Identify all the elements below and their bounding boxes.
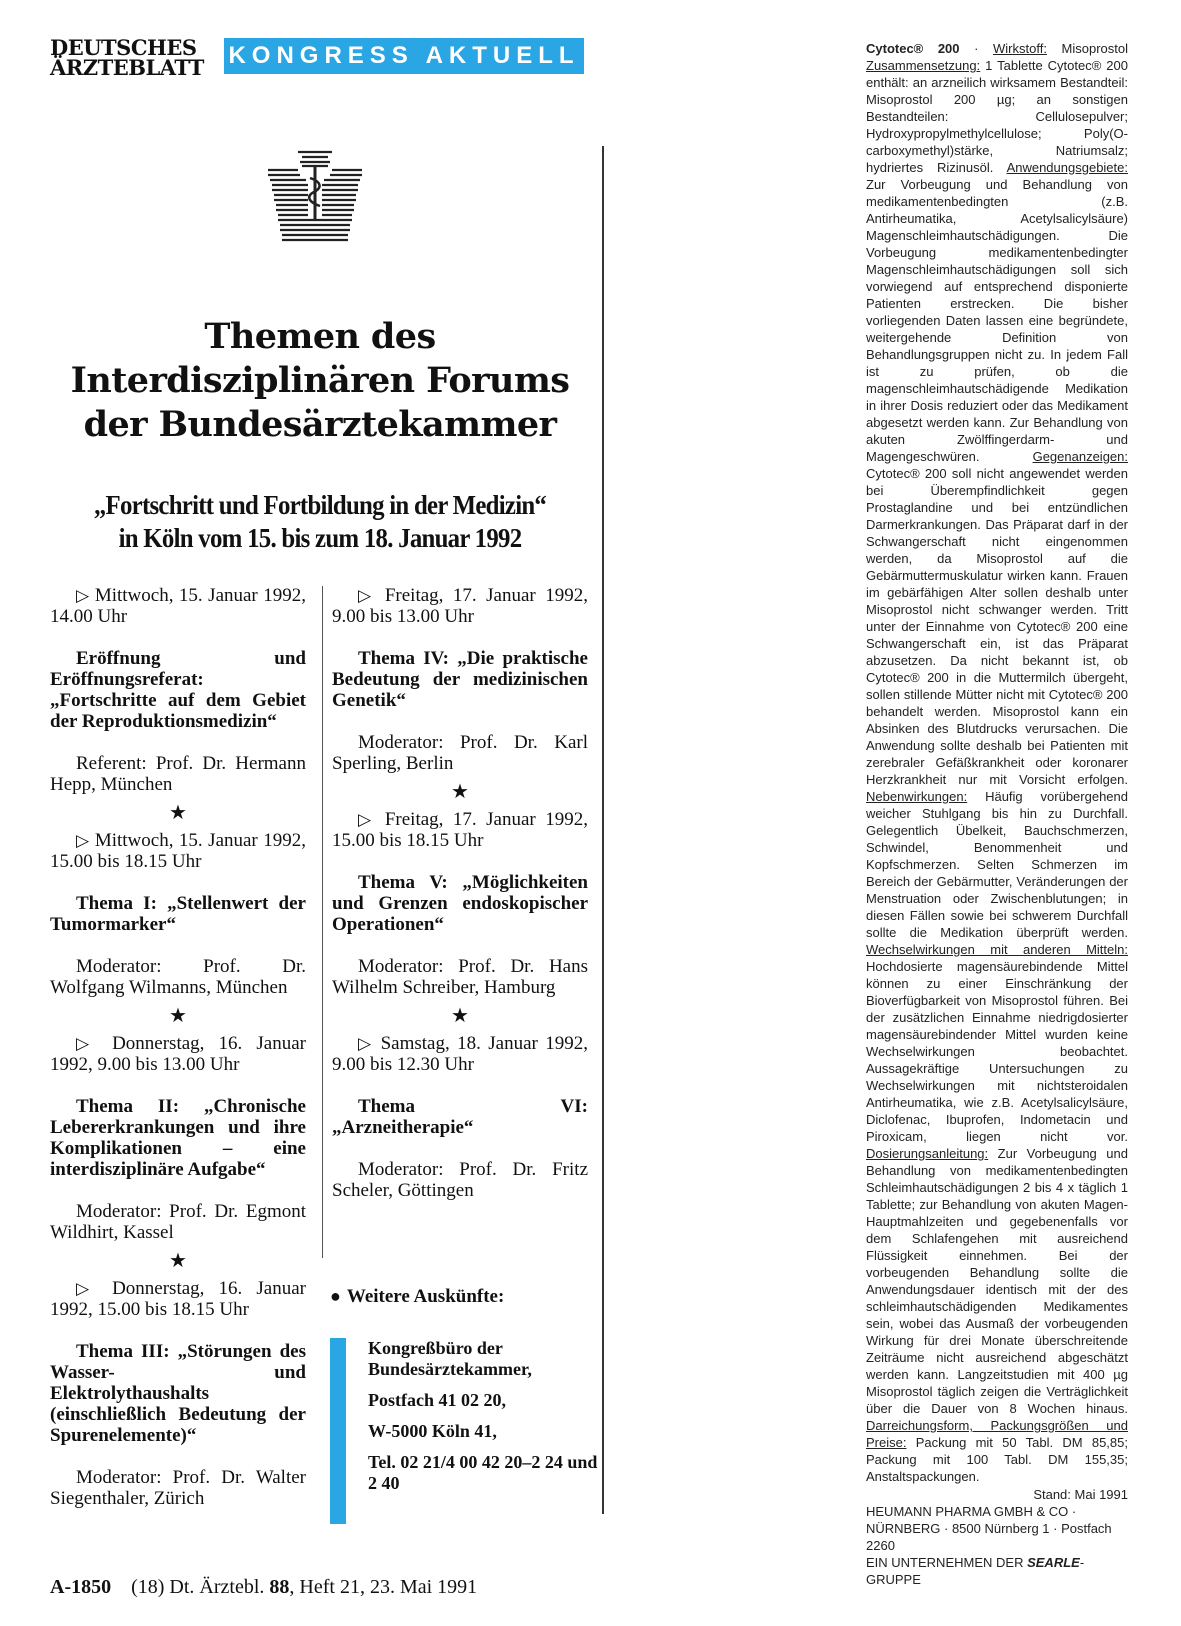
column-rule [602,146,604,1514]
session-date: ▷ Donnerstag, 16. Januar 1992, 9.00 bis 13.00 Uhr [50,1033,306,1075]
session-moderator: Moderator: Prof. Dr. Egmont Wildhirt, Kassel [50,1201,306,1243]
title-line-1: Themen des [204,316,436,357]
session-speaker: Referent: Prof. Dr. Hermann Hepp, München [50,753,306,795]
session-topic: Thema II: „Chronische Lebererkrankungen und ihre Komplikationen – eine interdisziplinäre Aufgabe“ [50,1096,306,1180]
section-title: KONGRESS AKTUELL [228,42,580,69]
session-topic: Thema III: „Störungen des Wasser- und Elektrolythaushalts (einschließlich Bedeutung der Spurenelemente)“ [50,1341,306,1446]
session-moderator: Moderator: Prof. Dr. Wolfgang Wilmanns, München [50,956,306,998]
issue-suffix: , Heft 21, 23. Mai 1991 [289,1576,478,1598]
journal-logo [50,35,220,80]
subtitle-line-1: „Fortschritt und Fortbildung in der Medizin“ [93,490,547,520]
session-topic: Eröffnung und Eröffnungsreferat: „Fortschritte auf dem Gebiet der Reproduktionsmedizin“ [50,648,306,732]
logo-line-2: ÄRZTEBLATT [50,55,204,80]
text-anwendungsgebiete: Zur Vorbeugung und Behandlung von medikamentenbedingten (z.B. Antirheumatika, Acetylsalicylsäure) Magenschleimhautschädigungen. Die Vorbeugung medikamentenbedingter Magenschleimhautschädigungen soll sich vorwiegend auf entsprechend disponierte Patienten erstrecken. Die bisher vorliegenden Daten lassen eine begründete, weitergehende Definition von Behandlungsgruppen nicht zu. In jedem Fall ist zu prüfen, ob die magenschleimhautschädigende Medikation in ihrer Dosis reduziert oder das Medikament abgesetzt werden kann. Zur Behandlung von akuten Zwölffingerdarm- und Magengeschwüren. [866,177,1128,464]
text-dosierung: Zur Vorbeugung und Behandlung von medikamentenbedingten Schleimhautschädigungen 2 bis 4 x täglich 1 Tablette; zur Behandlung von akuten Magen- Hauptmahlzeiten und gegebenenfalls vor dem Schlafengehen mit ausreichend Flüssigkeit einnehmen. Bei der vorbeugenden Behandlung sollte die Anwendungsdauer identisch mit der des schleimhautschädigenden Medikamentes sein, wobei das Ausmaß der vorbeugenden Wirkung für drei Monate überschreitende Zeiträume nicht ausreichend abgeschätzt werden kann. Langzeitstudien mit 400 µg Misoprostol täglich zeigen die Verträglichkeit über die Dauer von 8 Wochen hinaus. [866,1146,1128,1416]
page-footer [50,1576,610,1598]
heading-wechselwirkungen: Wechselwirkungen mit anderen Mitteln: [866,942,1128,957]
contact-accent-bar [330,1338,346,1524]
searle-logo: SEARLE [1027,1555,1080,1570]
session-topic: Thema V: „Möglichkeiten und Grenzen endoskopischer Operationen“ [332,872,588,935]
session-topic: Thema I: „Stellenwert der Tumormarker“ [50,893,306,935]
session-date: ▷ Donnerstag, 16. Januar 1992, 15.00 bis 18.15 Uhr [50,1278,306,1320]
page-number: A-1850 [50,1576,112,1598]
heading-gegenanzeigen: Gegenanzeigen: [1032,449,1128,464]
text-gegenanzeigen: Cytotec® 200 soll nicht angewendet werden bei Überempfindlichkeit gegen Prostaglandine und bei entzündlichen Darmerkrankungen. Das Präparat darf in der Schwangerschaft nicht eingenommen werden, da Misoprostol auf die Gebärmuttermuskulatur wirken kann. Frauen im gebärfähigen Alter sollen deshalb unter Misoprostol nicht schwanger werden. Tritt unter der Einnahme von Cytotec® 200 eine Schwangerschaft ein, ist das Präparat abzusetzen. Da nicht bekannt ist, ob Cytotec® 200 in die Muttermilch übergeht, sollen stillende Mütter nicht mit Cytotec® 200 behandelt werden. Misoprostol kann ein Absinken des Blutdrucks verursachen. Die Anwendung sollte deshalb bei Patienten mit zerebraler Gefäßkrankheit oder koronarer Herzkrankheit nur mit Vorsicht erfolgen. [866,466,1128,787]
text-darreichungsform: Packung mit 50 Tabl. DM 85,85; Packung mit 100 Tabl. DM 155,35; Anstaltspackungen. [866,1435,1128,1484]
column-rule-inner [322,586,323,1258]
contact-phone: Tel. 02 21/4 00 42 20–2 24 und 2 40 [368,1452,598,1493]
product-name: Cytotec® 200 [866,41,960,56]
text-zusammensetzung: 1 Tablette Cytotec® 200 enthält: an arzneilich wirksamem Bestandteil: Misoprostol 200 µg; an sonstigen Bestandteilen: Cellulosepulver; Hydroxypropylmethylcellulose; Poly(O-carboxymethyl)stärke, Natriumsalz; hydriertes Rizinusöl. [866,58,1128,175]
session-date: ▷ Freitag, 17. Januar 1992, 9.00 bis 13.00 Uhr [332,585,588,627]
group-suffix: -GRUPPE [866,1555,1085,1587]
text-wechselwirkungen: Hochdosierte magensäurebindende Mittel können zu einer Einschränkung der Bioverfügbarkeit von Misoprostol führen. Bei der zusätzlichen Einnahme niedrigdosierter magensäurebindender Mittel wurden keine Wechselwirkungen beobachtet. Aussagekräftige Untersuchungen zu Wechselwirkungen mit nichtsteroidalen Antirheumatika, wie z.B. Acetylsalicylsäure, Diclofenac, Ibuprofen, Indometacin und Piroxicam, liegen nicht vor. [866,959,1128,1144]
title-line-2: Interdisziplinären Forums [70,360,570,401]
section-banner [224,38,584,74]
star-separator-icon: ★ [451,1005,469,1027]
text-nebenwirkungen: Häufig vorübergehend weicher Stuhlgang bis hin zu Durchfall. Gelegentlich Übelkeit, Bauchschmerzen, Schwindel, Benommenheit und Kopfschmerzen. Selten Schmerzen im Bereich der Gebärmutter, Veränderungen der Menstruation oder Zwischenblutungen; in diesen Fällen sowie bei schwerem Durchfall sollte die Medikation überprüft werden. [866,789,1128,940]
session-date: ▷ Mittwoch, 15. Januar 1992, 15.00 bis 18.15 Uhr [50,830,306,872]
company-address: HEUMANN PHARMA GMBH & CO · NÜRNBERG · 8500 Nürnberg 1 · Postfach 2260 [866,1504,1112,1553]
article-title [40,315,600,447]
session-topic: Thema VI: „Arzneitherapie“ [332,1096,588,1138]
heading-wirkstoff: Wirkstoff: [993,41,1047,56]
text-wirkstoff: Misoprostol [1061,41,1128,56]
star-separator-icon: ★ [169,1005,187,1027]
crown-emblem-icon [268,148,362,244]
star-separator-icon: ★ [451,781,469,803]
subtitle-line-2: in Köln vom 15. bis zum 18. Januar 1992 [118,523,522,553]
further-info-label: Weitere Auskünfte: [346,1286,505,1307]
session-moderator: Moderator: Prof. Dr. Karl Sperling, Berlin [332,732,588,774]
star-separator-icon: ★ [169,1250,187,1272]
stand-date: Stand: Mai 1991 [1033,1487,1128,1502]
contact-office: Kongreßbüro der Bundesärztekammer, [368,1338,532,1379]
session-moderator: Moderator: Prof. Dr. Fritz Scheler, Göttingen [332,1159,588,1201]
article-subtitle [62,489,577,555]
drug-information-column [866,40,1128,1588]
session-date: ▷ Mittwoch, 15. Januar 1992, 14.00 Uhr [50,585,306,627]
heading-zusammensetzung: Zusammensetzung: [866,58,981,73]
heading-nebenwirkungen: Nebenwirkungen: [866,789,968,804]
session-date: ▷ Freitag, 17. Januar 1992, 15.00 bis 18.15 Uhr [332,809,588,851]
volume-number: 88 [269,1576,290,1598]
program-column-middle [332,585,588,1208]
heading-dosierung: Dosierungsanleitung: [866,1146,989,1161]
group-prefix: EIN UNTERNEHMEN DER [866,1555,1024,1570]
company-group [866,1554,1128,1588]
session-moderator: Moderator: Prof. Dr. Hans Wilhelm Schreiber, Hamburg [332,956,588,998]
star-separator-icon: ★ [169,802,187,824]
session-moderator: Moderator: Prof. Dr. Walter Siegenthaler, Zürich [50,1467,306,1509]
bullet-dot-icon: ● [330,1286,341,1306]
drug-info-text: Cytotec® 200 · Wirkstoff: Misoprostol Zusammensetzung: 1 Tablette Cytotec® 200 enthält: an arzneilich wirksamem Bestandteil: Misoprostol 200 µg; an sonstigen Bestandteilen: Cellulosepulver; Hydroxypropylmethylcellulose; Poly(O-carboxymethyl)stärke, Natriumsalz; hydriertes Rizinusöl. Anwendungsgebiete: Zur Vorbeugung und Behandlung von medikamentenbedingten (z.B. Antirheumatika, Acetylsalicylsäure) Magenschleimhautschädigungen. Die Vorbeugung medikamentenbedingter Magenschleimhautschädigungen soll sich vorwiegend auf entsprechend disponierte Patienten erstrecken. Die bisher vorliegenden Daten lassen eine begründete, weitergehende Definition von Behandlungsgruppen nicht zu. In jedem Fall ist zu prüfen, ob die magenschleimhautschädigende Medikation in ihrer Dosis reduziert oder das Medikament abgesetzt werden kann. Zur Behandlung von akuten Zwölffingerdarm- und Magengeschwüren. Gegenanzeigen: Cytotec® 200 soll nicht angewendet werden bei Überempfindlichkeit gegen Prostaglandine und bei entzündlichen Darmerkrankungen. Das Präparat darf in der Schwangerschaft nicht eingenommen werden, da Misoprostol auf die Gebärmuttermuskulatur wirken kann. Frauen im gebärfähigen Alter sollen deshalb unter Misoprostol nicht schwanger werden. Tritt unter der Einnahme von Cytotec® 200 eine Schwangerschaft ein, ist das Präparat abzusetzen. Da nicht bekannt ist, ob Cytotec® 200 in die Muttermilch übergeht, sollen stillende Mütter nicht mit Cytotec® 200 behandelt werden. Misoprostol kann ein Absinken des Blutdrucks verursachen. Die Anwendung sollte deshalb bei Patienten mit zerebraler Gefäßkrankheit oder koronarer Herzkrankheit nur mit Vorsicht erfolgen. Nebenwirkungen: Häufig vorübergehend weicher Stuhlgang bis hin zu Durchfall. Gelegentlich Übelkeit, Bauchschmerzen, Schwindel, Benommenheit und Kopfschmerzen. Selten Schmerzen im Bereich der Gebärmutter, Veränderungen der Menstruation oder Zwischenblutungen; in diesen Fällen sowie bei schwerem Durchfall sollte die Medikation überprüft werden. Wechselwirkungen mit anderen Mitteln: Hochdosierte magensäurebindende Mittel können zu einer Einschränkung der Bioverfügbarkeit von Misoprostol führen. Bei der zusätzlichen Einnahme niedrigdosierter magensäurebindender Mittel wurden keine Wechselwirkungen beobachtet. Aussagekräftige Untersuchungen zu Wechselwirkungen mit nichtsteroidalen Antirheumatika, wie z.B. Acetylsalicylsäure, Diclofenac, Ibuprofen, Indometacin und Piroxicam, liegen nicht vor. Dosierungsanleitung: Zur Vorbeugung und Behandlung von medikamentenbedingten Schleimhautschädigungen 2 bis 4 x täglich 1 Tablette; zur Behandlung von akuten Magen- Hauptmahlzeiten und gegebenenfalls vor dem Schlafengehen mit ausreichend Flüssigkeit einnehmen. Bei der vorbeugenden Behandlung sollte die Anwendungsdauer identisch mit der des schleimhautschädigenden Medikamentes sein, wobei das Ausmaß der vorbeugenden Wirkung für drei Monate überschreitende Zeiträume nicht ausreichend abgeschätzt werden kann. Langzeitstudien mit 400 µg Misoprostol täglich zeigen die Verträglichkeit über die Dauer von 8 Wochen hinaus. Darreichungsform, Packungsgrößen und Preise: Packung mit 50 Tabl. DM 85,85; Packung mit 100 Tabl. DM 155,35; Anstaltspackungen. [866,41,1128,1484]
logo-line-1: DEUTSCHES [50,35,197,60]
issue-prefix: (18) Dt. Ärztebl. [131,1576,265,1598]
session-topic: Thema IV: „Die praktische Bedeutung der medizinischen Genetik“ [332,648,588,711]
contact-postbox: Postfach 41 02 20, [368,1390,506,1410]
program-column-left [50,585,306,1516]
heading-anwendungsgebiete: Anwendungsgebiete: [1006,160,1128,175]
heading-darreichungsform: Darreichungsform, Packungsgrößen und Preise: [866,1418,1128,1450]
session-date: ▷ Samstag, 18. Januar 1992, 9.00 bis 12.30 Uhr [332,1033,588,1075]
contact-city: W-5000 Köln 41, [368,1421,497,1441]
further-info-heading [330,1286,590,1307]
contact-block [368,1338,600,1504]
title-line-3: der Bundesärztekammer [83,404,557,445]
